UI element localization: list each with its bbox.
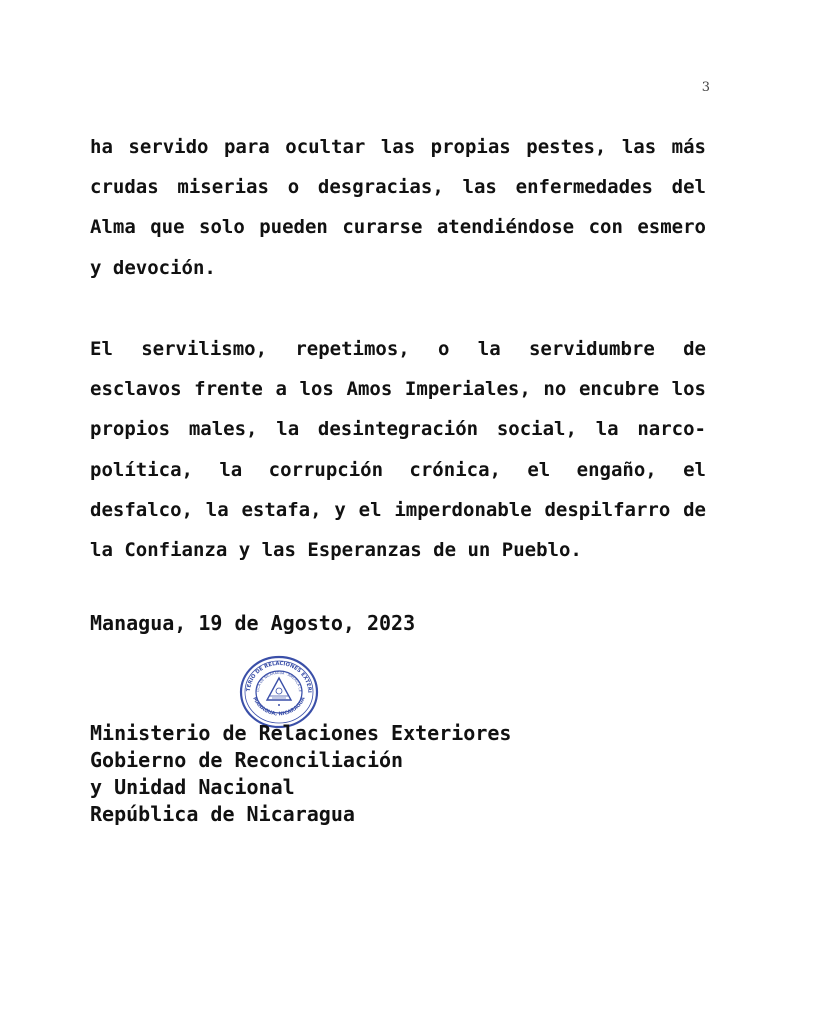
page-number: 3 [701,80,710,95]
signature-line-republic: República de Nicaragua [90,802,355,826]
signature-block [90,720,511,828]
signature-line-ministry: Ministerio de Relaciones Exteriores [90,721,512,745]
paragraph-2: El servilismo, repetimos, o la servidumbre de esclavos frente a los Amos Imperiales, no encubre los propios males, la desintegración social, la narco-política, la corrupción crónica, el engaño, el desfalco, la estafa, y el imperdonable despilfarro de la Confianza y las Esperanzas de un Pueblo. [90,338,706,562]
date-line: Managua, 19 de Agosto, 2023 [90,611,416,635]
signature-line-unity: y Unidad Nacional [90,775,295,799]
seal-outer-text: TERIO DE RELACIONES EXTERI [245,660,313,693]
paragraph-1: ha servido para ocultar las propias pestes, las más crudas miserias o desgracias, las enfermedades del Alma que solo pueden curarse atendiéndose con esmero y devoción. [90,136,706,279]
seal-inner-text: LICA DE NICARAGUA · AMÉRICA CE [255,670,303,693]
seal-bottom-text: MANAGUA, NICARAGUA [251,696,307,718]
signature-line-government: Gobierno de Reconciliación [90,748,404,772]
ministry-seal-icon [239,655,319,729]
